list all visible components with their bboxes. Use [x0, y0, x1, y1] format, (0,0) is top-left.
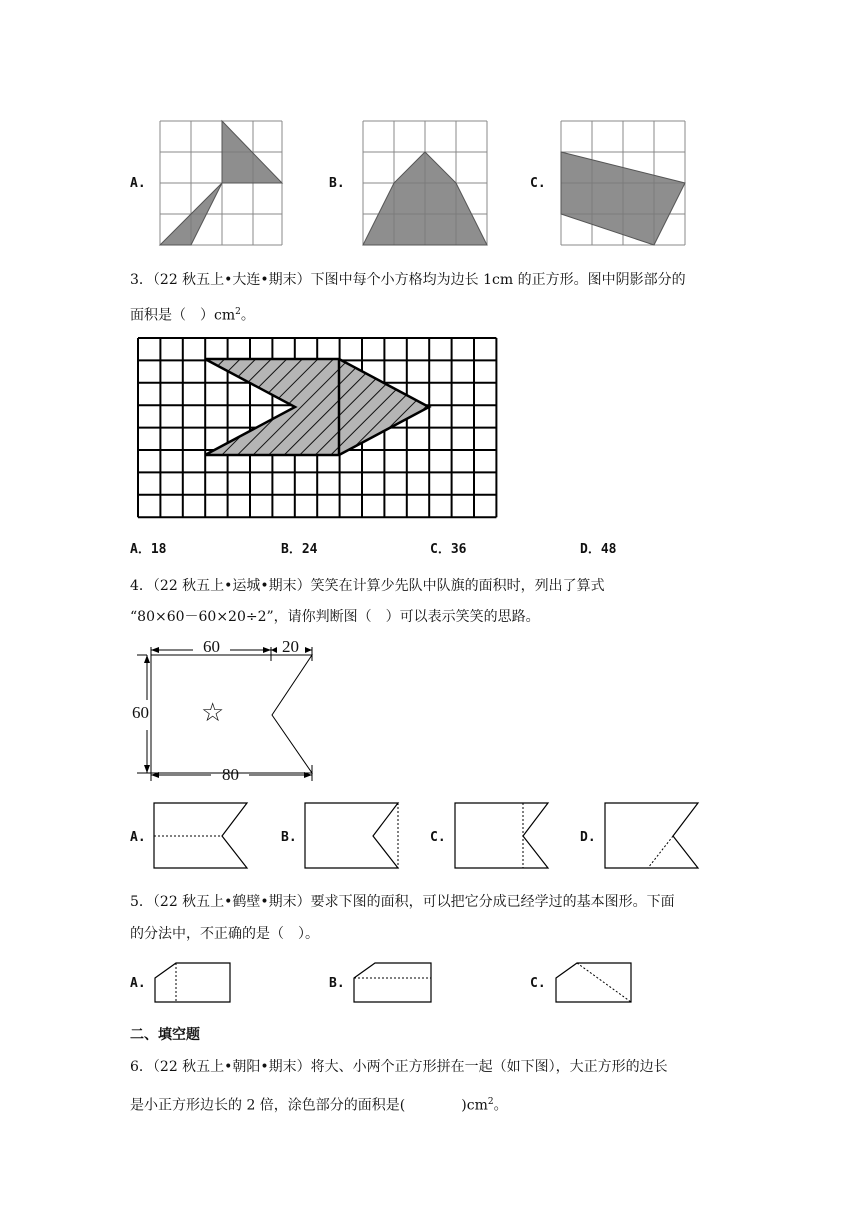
q4-figure-b	[304, 802, 400, 870]
q5-option-a-label: A.	[130, 976, 146, 991]
q6-text-line2-main: 是小正方形边长的 2 倍，涂色部分的面积是( )cm	[130, 1097, 488, 1114]
q5-option-b-label: B.	[329, 976, 345, 991]
q5-option-c-label: C.	[530, 976, 546, 991]
q4-text-line2: “80×60－60×20÷2”，请你判断图（ ）可以表示笑笑的思路。	[130, 609, 540, 625]
q4-text-line1: 4．（22 秋五上•运城•期末）笑笑在计算少先队中队旗的面积时，列出了算式	[130, 578, 605, 594]
q4-figure-a	[153, 802, 249, 870]
q4-dim-bottom: 80	[222, 765, 239, 784]
q4-option-c-label: C.	[430, 830, 446, 845]
q5-figure-a	[154, 962, 232, 1004]
q3-option-a: A．18	[130, 542, 167, 557]
q6-text-line2-end: 。	[493, 1097, 508, 1114]
q3-text-line2	[130, 302, 255, 326]
q5-figure-b	[353, 962, 433, 1004]
q2-option-b-label: B.	[329, 176, 345, 191]
q3-text-line2-end: 。	[240, 307, 255, 324]
q2-figure-a	[160, 121, 284, 247]
star-icon: ☆	[201, 698, 225, 728]
q2-option-c-label: C.	[530, 176, 546, 191]
q6-unit-superscript: 2	[487, 1097, 494, 1107]
q2-figure-c	[561, 121, 687, 247]
q5-figure-c	[555, 962, 633, 1004]
section-title-fill-in: 二、填空题	[130, 1027, 200, 1043]
q3-text-line2-main: 面积是（ ）cm	[130, 307, 236, 324]
q3-option-c: C．36	[430, 542, 467, 557]
q4-option-a-label: A.	[130, 830, 146, 845]
q6-text-line2	[130, 1092, 508, 1116]
q4-figure-c	[454, 802, 550, 870]
q2-option-a-label: A.	[130, 176, 146, 191]
q3-unit-superscript: 2	[235, 307, 241, 317]
q3-text-line1: 3．（22 秋五上•大连•期末）下图中每个小方格均为边长 1cm 的正方形。图中阴影部分的	[130, 272, 686, 288]
q6-text-line1: 6．（22 秋五上•朝阳•期末）将大、小两个正方形拼在一起（如下图），大正方形的边长	[130, 1059, 668, 1075]
q4-figure-d	[604, 802, 700, 870]
q4-flag-figure	[125, 635, 325, 785]
q3-option-d: D．48	[580, 542, 617, 557]
q3-grid-figure	[137, 337, 497, 527]
q4-option-d-label: D.	[580, 830, 596, 845]
q3-option-b: B．24	[281, 542, 318, 557]
q4-dim-left: 60	[132, 703, 149, 722]
q4-dim-top-right: 20	[282, 637, 299, 656]
q4-dim-top-left: 60	[203, 637, 220, 656]
q5-text-line1: 5．（22 秋五上•鹤壁•期末）要求下图的面积，可以把它分成已经学过的基本图形。下面	[130, 894, 675, 910]
q4-option-b-label: B.	[281, 830, 297, 845]
q2-figure-b	[363, 121, 489, 247]
q5-text-line2: 的分法中，不正确的是（ ）。	[130, 926, 319, 942]
